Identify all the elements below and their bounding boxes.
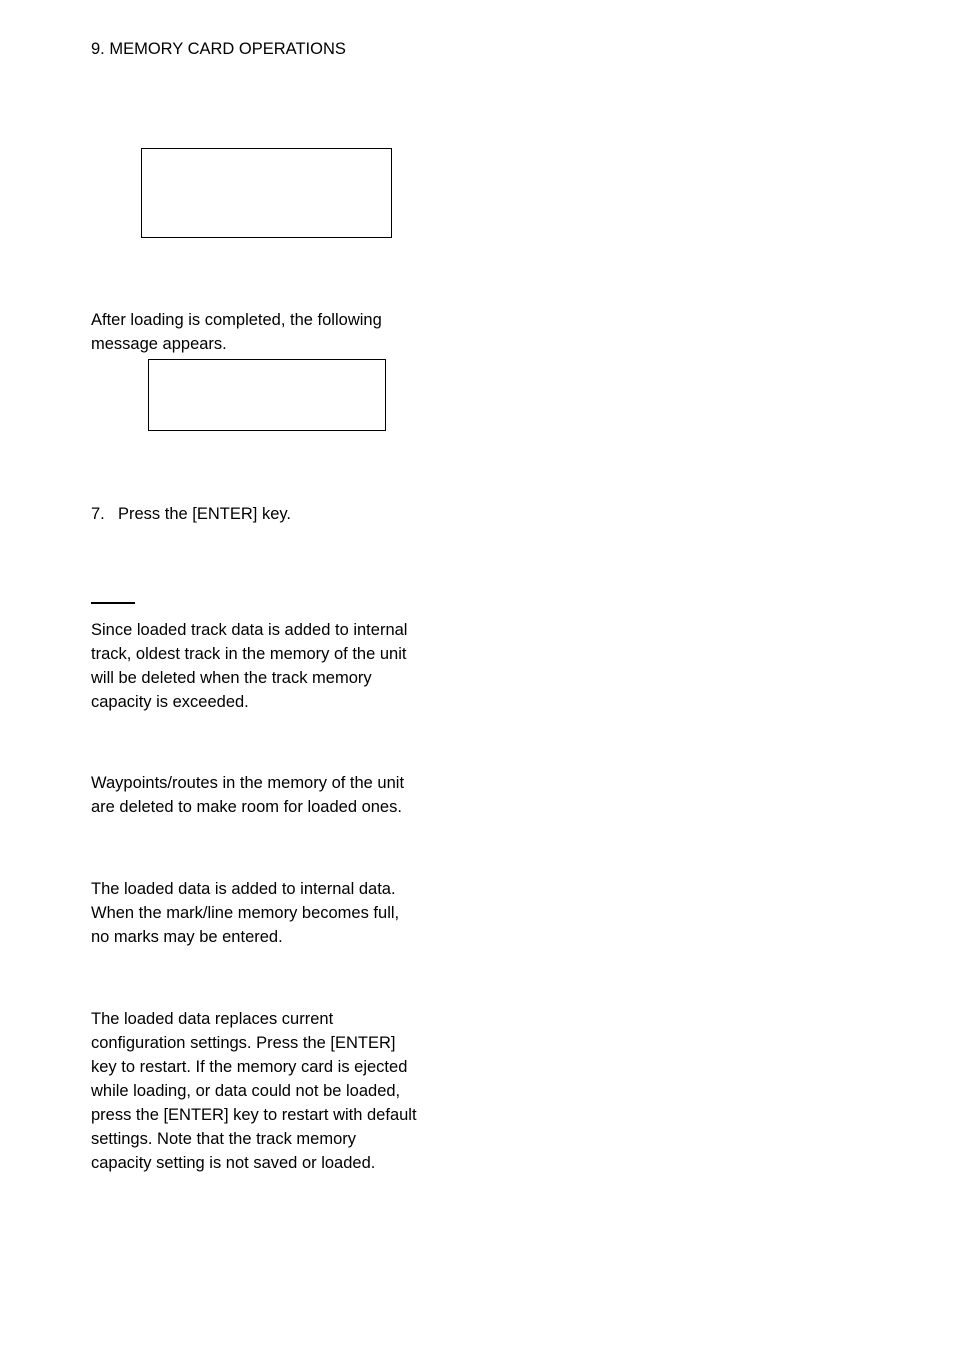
- step-text: Press the [ENTER] key.: [118, 505, 291, 523]
- note-track: Since loaded track data is added to internal track, oldest track in the memory of the unit will be deleted when the track memory capacity is exceeded.: [91, 621, 408, 711]
- loading-completed-text: After loading is completed, the following message appears.: [91, 311, 382, 353]
- completed-message-box: [148, 359, 386, 431]
- step-number: 7.: [91, 505, 105, 523]
- note-settings: The loaded data replaces current configuration settings. Press the [ENTER] key to restart. If the memory card is ejected while loading, or data could not be loaded, press the [ENTER] key to restart with default settings. Note that the track memory capacity setting is not saved or loaded.: [91, 1010, 417, 1172]
- note-marks: The loaded data is added to internal data. When the mark/line memory becomes full, no marks may be entered.: [91, 880, 400, 946]
- step-7: [91, 502, 291, 526]
- section-header: 9. MEMORY CARD OPERATIONS: [91, 40, 346, 58]
- note-waypoints: Waypoints/routes in the memory of the unit are deleted to make room for loaded ones.: [91, 774, 405, 816]
- loading-message-box: [141, 148, 392, 238]
- note-divider: [91, 602, 135, 604]
